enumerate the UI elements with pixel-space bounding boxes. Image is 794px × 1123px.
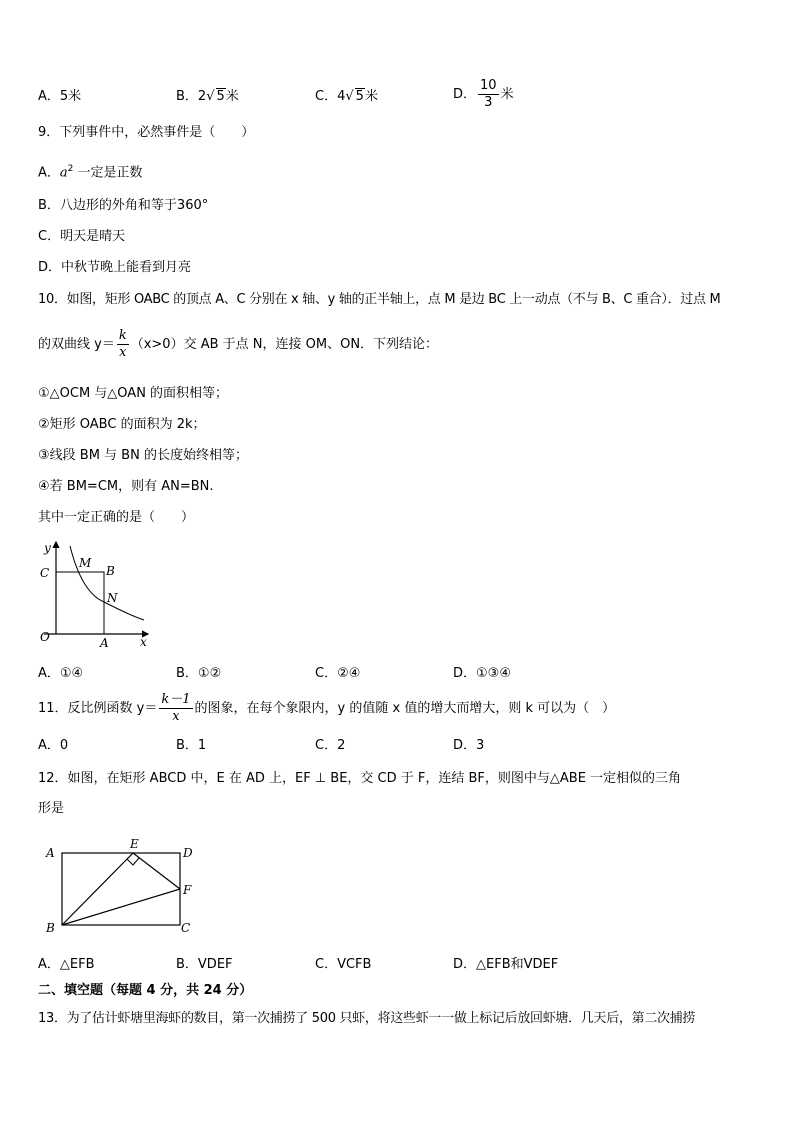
- label-f: F: [183, 883, 192, 897]
- q11-stem: [38, 692, 615, 725]
- q9-option-c: C．明天是晴天: [38, 229, 126, 244]
- q11-option-a: A．0: [38, 738, 69, 753]
- label-d: D: [183, 846, 193, 860]
- q12-option-b: B．VDEF: [176, 957, 233, 972]
- q10-ask: 其中一定正确的是（ ）: [38, 510, 195, 525]
- segment-ef: [133, 853, 180, 889]
- q9-a-exponent: 2: [67, 164, 74, 174]
- q11-stem-suffix: 的图象，在每个象限内，y 的值随 x 值的增大而增大，则 k 可以为（ ）: [194, 701, 616, 716]
- label-b: B: [106, 564, 115, 578]
- q8-d-unit: 米: [500, 87, 514, 102]
- q8-option-a: A．5米: [38, 89, 82, 104]
- q8-d-fraction: [478, 78, 499, 111]
- label-n: N: [107, 591, 118, 605]
- q10-conclusion-3: ③线段 BM 与 BN 的长度始终相等；: [38, 448, 248, 463]
- sqrt-sign: √: [345, 89, 354, 104]
- label-a: A: [46, 846, 55, 860]
- q10-conclusion-1: ①△OCM 与△OAN 的面积相等；: [38, 386, 229, 401]
- q8-d-prefix: D．: [453, 87, 477, 102]
- q8-c-radicand: 5: [355, 89, 364, 104]
- q11-stem-prefix: 11．反比例函数 y＝: [38, 701, 158, 716]
- fraction-numerator: k: [118, 328, 127, 343]
- fraction-numerator: k－1: [161, 692, 191, 707]
- q8-b-prefix: B．2: [176, 89, 207, 104]
- q10-stem-line1: 10．如图，矩形 OABC 的顶点 A、C 分别在 x 轴、y 轴的正半轴上，点 M 是边 BC 上一动点（不与 B、C 重合）．过点 M: [38, 292, 721, 307]
- q10-conclusion-2: ②矩形 OABC 的面积为 2k；: [38, 417, 206, 432]
- q9-a-text: 一定是正数: [73, 165, 143, 181]
- q12-stem-line1: 12．如图，在矩形 ABCD 中，E 在 AD 上，EF ⊥ BE，交 CD 于 F，连结 BF，则图中与△ABE 一定相似的三角: [38, 771, 682, 786]
- label-c: C: [40, 566, 50, 580]
- q10-fraction: [117, 328, 129, 361]
- q8-b-unit: 米: [225, 89, 239, 104]
- fraction-denominator: 3: [484, 95, 493, 110]
- q12-stem-line2: 形是: [38, 801, 65, 816]
- q9-a-variable: a: [59, 165, 68, 181]
- sqrt-sign: √: [206, 89, 215, 104]
- q11-option-c: C．2: [315, 738, 346, 753]
- q10-stem-line2: [38, 328, 438, 361]
- q11-option-d: D．3: [453, 738, 485, 753]
- q8-b-radicand: 5: [216, 89, 225, 104]
- q8-c-unit: 米: [364, 89, 378, 104]
- q10-stem2-suffix: （x>0）交 AB 于点 N，连接 OM、ON．下列结论：: [130, 337, 439, 352]
- label-c: C: [181, 921, 191, 935]
- q11-fraction: [159, 692, 192, 725]
- label-y: y: [44, 541, 51, 555]
- label-a: A: [100, 636, 109, 650]
- fraction-numerator: 10: [480, 78, 497, 93]
- q12-option-d: D．△EFB和VDEF: [453, 957, 559, 972]
- label-m: M: [79, 556, 92, 570]
- q8-option-b: [176, 88, 239, 106]
- label-x: x: [140, 635, 147, 649]
- q12-option-a: A．△EFB: [38, 957, 95, 972]
- q8-option-c: [315, 88, 378, 106]
- rectangle-oabc: [56, 572, 104, 634]
- q8-option-d: [453, 78, 514, 111]
- section-heading: 二、填空题（每题 4 分，共 24 分）: [38, 983, 253, 998]
- q10-option-c: C．②④: [315, 666, 361, 681]
- label-b: B: [46, 921, 55, 935]
- q13-stem-line1: 13．为了估计虾塘里海虾的数目，第一次捕捞了 500 只虾，将这些虾一一做上标记后放回虾塘．几天后，第二次捕捞: [38, 1011, 696, 1026]
- q10-figure: [34, 538, 154, 650]
- q9-a-prefix: A．: [38, 165, 60, 181]
- q10-option-b: B．①②: [176, 666, 222, 681]
- label-e: E: [130, 837, 139, 851]
- q10-conclusion-4: ④若 BM=CM，则有 AN=BN.: [38, 479, 214, 494]
- q10-option-a: A．①④: [38, 666, 84, 681]
- label-o: O: [40, 630, 50, 644]
- q11-option-b: B．1: [176, 738, 207, 753]
- q8-c-prefix: C．4: [315, 89, 346, 104]
- q9-option-b: B．八边形的外角和等于360°: [38, 198, 209, 213]
- right-angle-mark: [127, 858, 139, 865]
- rectangle-abcd: [62, 853, 180, 925]
- fraction-denominator: x: [119, 345, 127, 360]
- q10-stem2-prefix: 的双曲线 y＝: [38, 337, 115, 352]
- q9-stem: 9．下列事件中，必然事件是（ ）: [38, 125, 255, 140]
- q12-option-c: C．VCFB: [315, 957, 372, 972]
- q9-option-d: D．中秋节晚上能看到月亮: [38, 260, 192, 275]
- q10-option-d: D．①③④: [453, 666, 511, 681]
- q12-figure: [40, 834, 200, 938]
- fraction-denominator: x: [172, 709, 180, 724]
- q9-option-a: [38, 160, 143, 182]
